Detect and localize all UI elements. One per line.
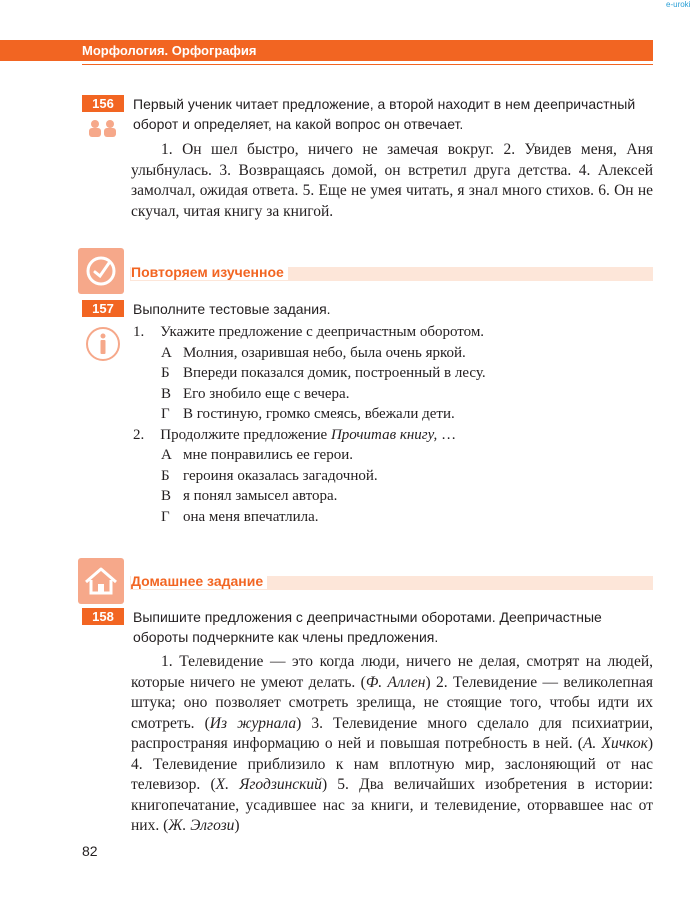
q2-option-b-letter: Б (161, 467, 170, 484)
question-1 (133, 322, 653, 343)
q1-option-a-text: Молния, озарившая небо, была очень яркой. (183, 344, 466, 361)
exercise-number-157: 157 (82, 300, 124, 317)
question-2-ellipsis: … (437, 426, 457, 443)
quote-5: ) 5. Два величайших изобретения в истории: книгопечатание, усадившее нас за книги, и телевидение, оторвавшее нас от них. ( (131, 776, 653, 834)
question-2-text: Продолжите предложение (160, 426, 331, 443)
q1-option-d-text: В гостиную, громко смеясь, вбежали дети. (183, 406, 455, 422)
q2-option-d (133, 507, 653, 528)
homework-section-title: Домашнее задание (131, 573, 267, 589)
author-1: Ф. Аллен (365, 673, 426, 691)
author-5: Ж. Элгози (168, 817, 235, 834)
quote-1: 1. Телевидение — это когда люди, ничего не делая, смотрят на людей, которые ничего не умеют делать. ( (131, 653, 653, 691)
q1-option-d (133, 404, 653, 425)
question-2-number: 2. (133, 426, 145, 443)
q1-option-a (133, 343, 653, 364)
question-1-number: 1. (133, 324, 145, 340)
q1-option-c-letter: В (161, 385, 172, 402)
question-1-text: Укажите предложение с деепричастным оборотом. (160, 324, 485, 340)
q1-option-b (133, 363, 653, 384)
header-rule (82, 64, 653, 65)
question-2 (133, 425, 653, 446)
q1-option-c-text: Его знобило еще с вечера. (183, 385, 350, 402)
author-4: Х. Ягодзинский (215, 776, 322, 793)
author-2: Из журнала (209, 714, 297, 732)
q2-option-a-letter: А (161, 447, 172, 463)
page-header-title: Морфология. Орфография (82, 43, 257, 58)
author-3: А. Хичкок (582, 735, 648, 752)
q2-option-c-letter: В (161, 488, 172, 504)
exercise-number-156: 156 (82, 95, 124, 112)
exercise-156-text (131, 140, 653, 222)
q2-option-a (133, 445, 653, 466)
q1-option-b-text: Впереди показался домик, построенный в лесу. (183, 365, 486, 381)
q2-option-c-text: я понял замысел автора. (183, 488, 338, 504)
exercise-157-task: Выполните тестовые задания. (133, 301, 331, 317)
exercise-number-158: 158 (82, 608, 124, 625)
q2-option-b-text: героиня оказалась загадочной. (183, 467, 378, 484)
exercise-158-task: Выпишите предложения с деепричастными оборотами. Деепричастные обороты подчеркните как члены предложения. (133, 609, 602, 645)
q2-option-d-text: она меня впечатлила. (183, 508, 319, 525)
q1-option-d-letter: Г (161, 406, 170, 422)
page-number: 82 (82, 843, 98, 859)
homework-section-icon (78, 558, 124, 604)
publisher-logo: e-uroki (666, 0, 691, 9)
quote-2: ) 2. Телевидение — великолепная штука; оно позволяет смотреть зрелища, не стоящие того, чтобы идти их смотреть. ( (131, 673, 654, 732)
exercise-158-text (131, 652, 653, 837)
question-2-italic: Прочитав книгу, (330, 426, 438, 443)
quote-3: ) 3. Телевидение много сделало для психиатрии, распространяя информацию о ней и повышая потребность в ней. ( (131, 714, 653, 752)
q1-option-c (133, 384, 653, 405)
q1-option-b-letter: Б (161, 365, 170, 381)
q2-option-d-letter: Г (161, 508, 170, 525)
q2-option-b (133, 466, 653, 487)
review-section-icon (78, 248, 124, 294)
exercise-156-task: Первый ученик читает предложение, а второй находит в нем деепричастный оборот и определяет, на какой вопрос он отвечает. (133, 96, 636, 132)
q2-option-a-text: мне понравились ее герои. (183, 447, 353, 463)
info-icon (85, 326, 121, 362)
exercise-158-paragraph (131, 652, 653, 837)
review-section-title: Повторяем изученное (131, 264, 288, 280)
q1-option-a-letter: А (161, 344, 172, 361)
exercise-157-questions (133, 322, 653, 527)
closing-paren: ) (234, 817, 240, 834)
pair-work-icon (84, 118, 122, 138)
q2-option-c (133, 486, 653, 507)
exercise-156-sentences: 1. Он шел быстро, ничего не замечая вокруг. 2. Увидев меня, Аня улыбнулась. 3. Возвращаясь домой, он встретил друга детства. 4. Алексей замолчал, ожидая ответа. 5. Еще не умея читать, я знал много стихов. 6. Он не скучал, читая книгу за книгой. (131, 141, 653, 220)
quote-4: ) 4. Телевидение приблизило к нам вплотную мир, заслоняющий от нас телевизор. ( (131, 735, 653, 793)
